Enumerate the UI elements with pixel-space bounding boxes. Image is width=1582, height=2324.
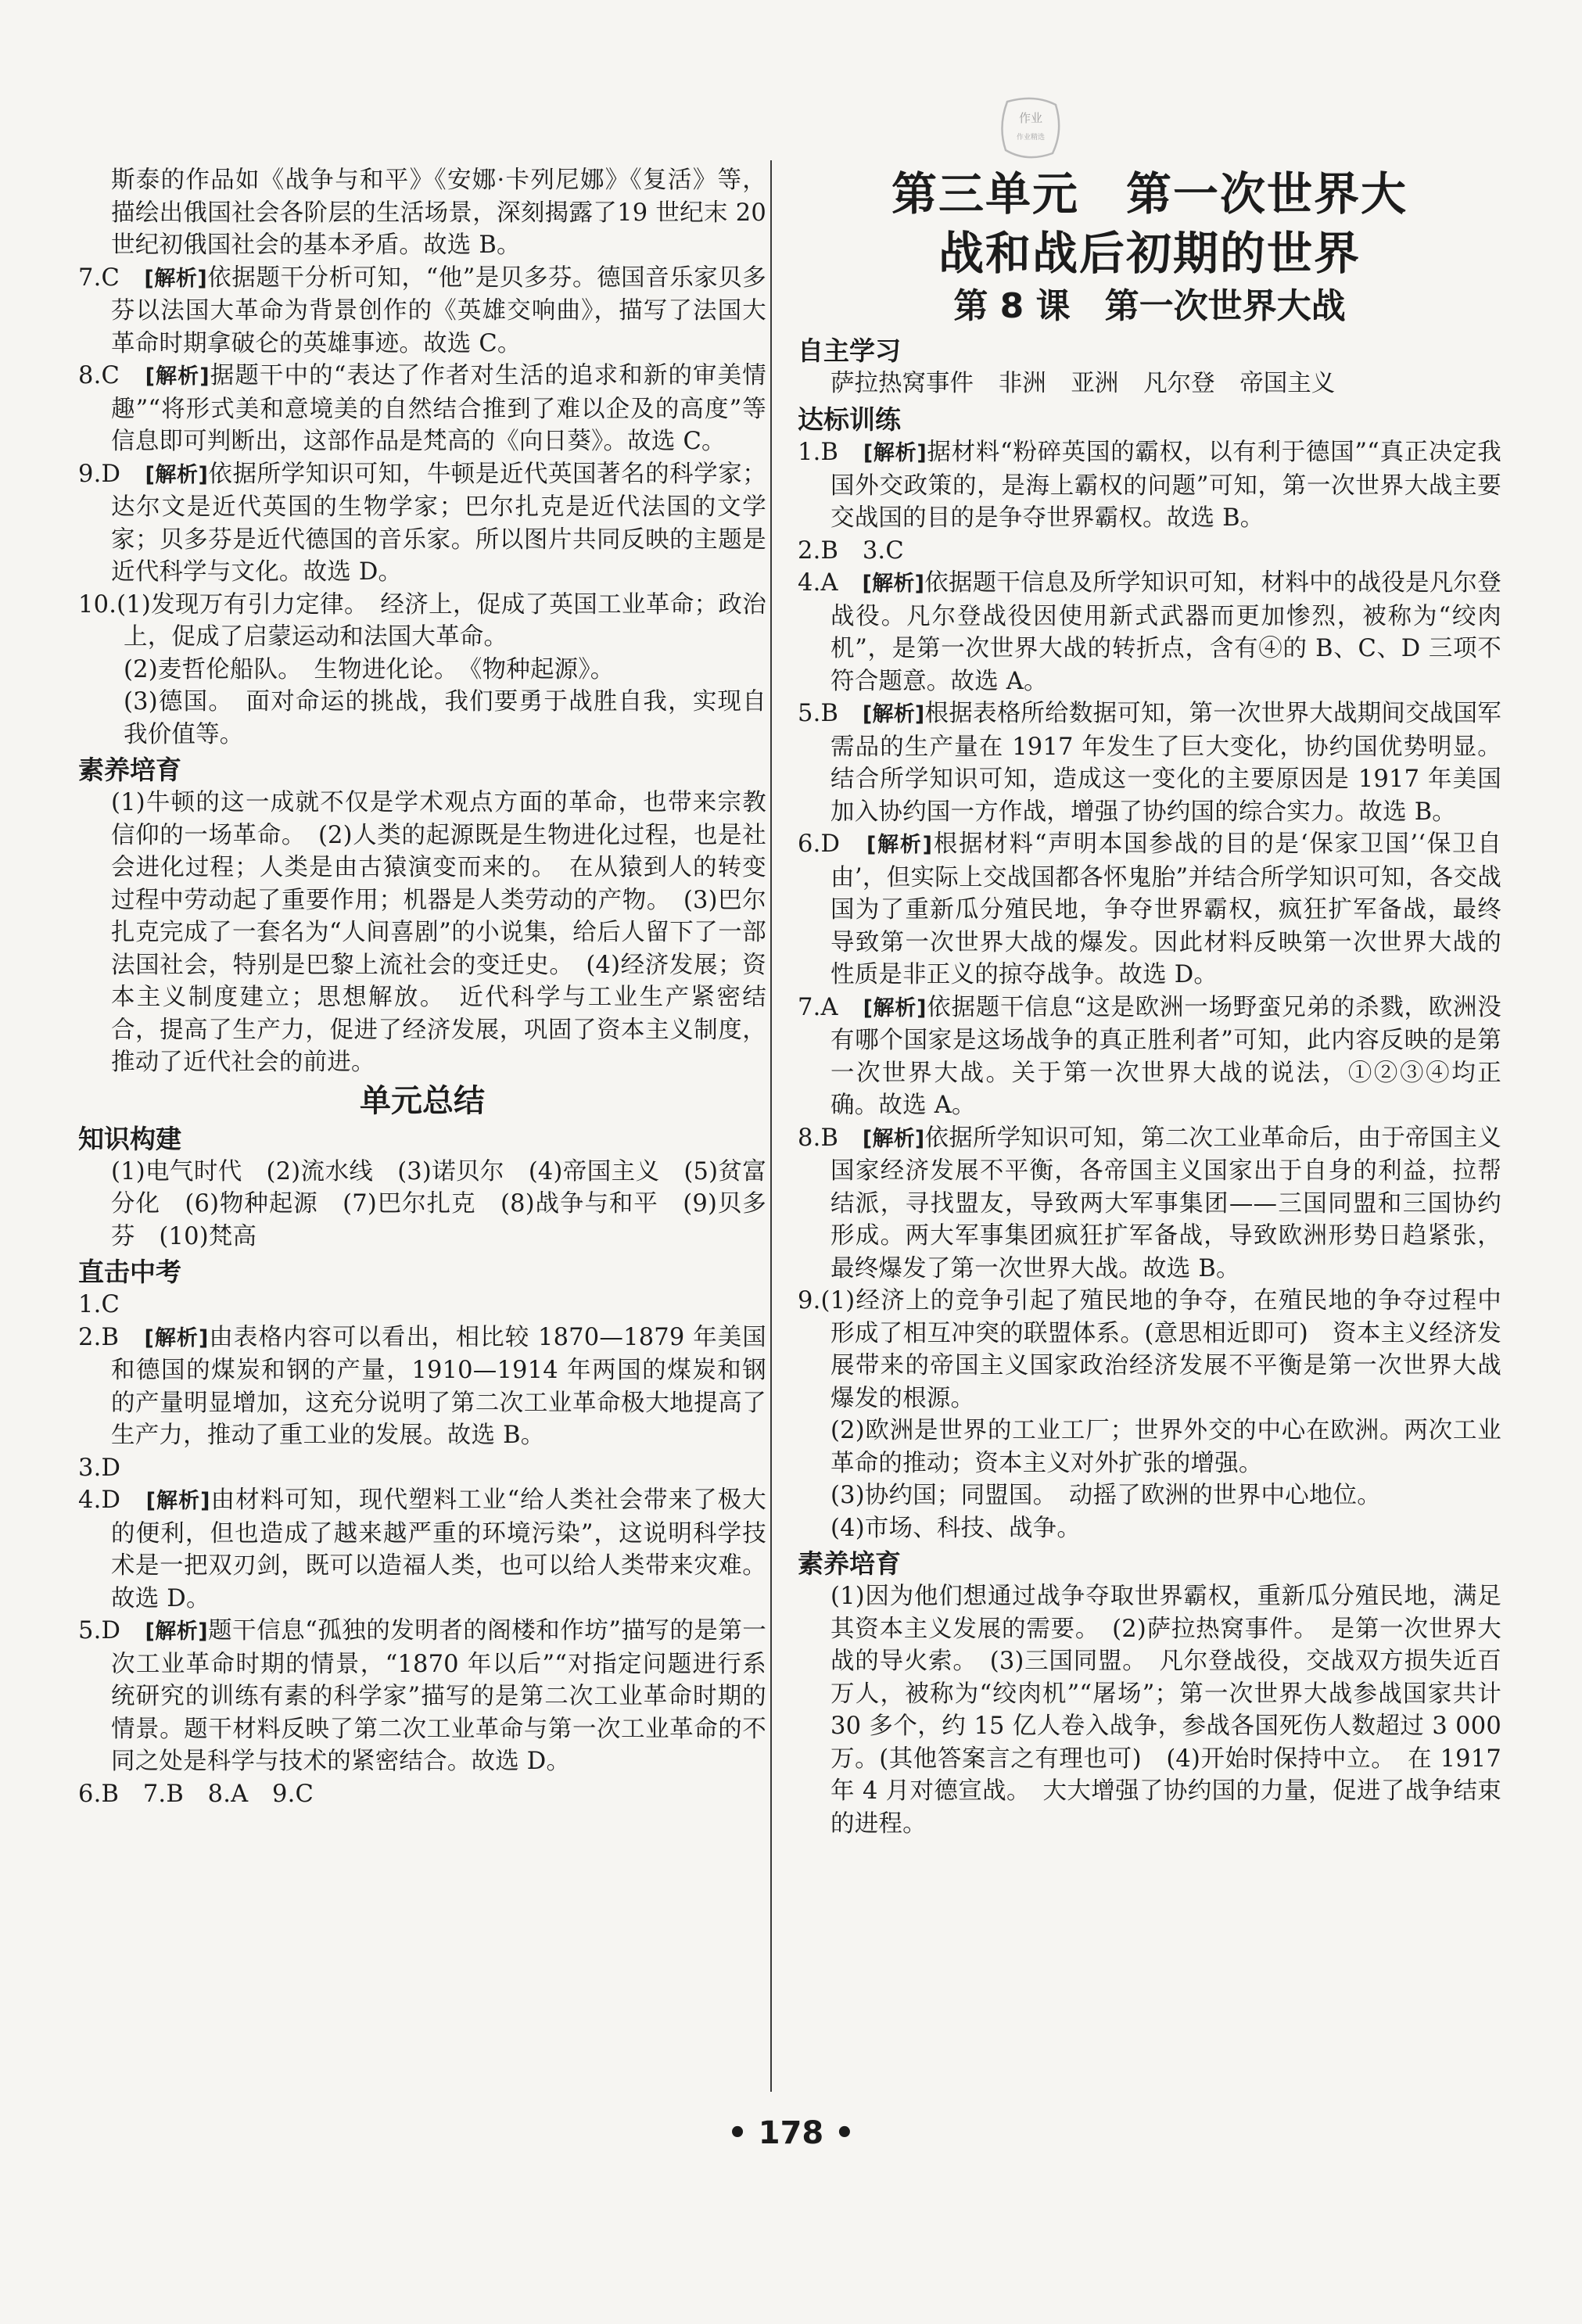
dabiao-answer-1: 1.B [解析]据材料“粉碎英国的霸权，以有利于德国”“真正决定我国外交政策的，是海上霸权的问题”可知，第一次世界大战主要交战国的目的是争夺世界霸权。故选 B。	[798, 439, 1502, 532]
q9-line-3: (3)协约国；同盟国。 动摇了欧洲的世界中心地位。	[830, 1482, 1381, 1509]
q9-number: 9.	[798, 1287, 821, 1314]
analysis-tag: [解析]	[144, 1325, 209, 1350]
analysis-tag: [解析]	[144, 266, 207, 291]
analysis-tag: [解析]	[866, 833, 933, 857]
stamp-seal-icon	[992, 88, 1070, 166]
dabiao-answer-7: 7.A [解析]依据题干信息“这是欧洲一场野蛮兄弟的杀戮，欧洲没有哪个国家是这场战争的真正胜利者”可知，此内容反映的是第一次世界大战。关于第一次世界大战的说法，①②③④均正确。故选 A。	[798, 993, 1501, 1119]
unit-summary-title: 单元总结	[360, 1082, 485, 1119]
zhishi-text: (1)电气时代 (2)流水线 (3)诺贝尔 (4)帝国主义 (5)贫富分化 (6)物种起源 (7)巴尔扎克 (8)战争与和平 (9)贝多芬 (10)梵高	[111, 1157, 766, 1250]
analysis-tag: [解析]	[862, 702, 925, 726]
zhongkao-answer-4: 4.D [解析]由材料可知，现代塑料工业“给人类社会带来了极大的便利，但也造成了越来越严重的环境污染”，这说明科学技术是一把双刃剑，既可以造福人类，也可以给人类带来灾难。故选 D。	[78, 1487, 766, 1612]
zhongkao-answer-1: 1.C	[78, 1291, 120, 1318]
suyang-text: (1)牛顿的这一成就不仅是学术观点方面的革命，也带来宗教信仰的一场革命。 (2)人类的起源既是生物进化过程，也是社会进化过程；人类是由古猿演变而来的。 在从猿到人的转变过程中劳动起了重要作用；机器是人类劳动的产物。 (3)巴尔扎克完成了一套名为“人间喜剧”的小说集，给后人留下了一部法国社会，特别是巴黎上流社会的变迁史。 (4)经济发展；资本主义制度建立；思想解放。 近代科学与工业生产紧密结合，提高了生产力，促进了经济发展，巩固了资本主义制度，推动了近代社会的前进。	[111, 789, 766, 1076]
page-number: • 178 •	[727, 2115, 855, 2151]
zhongkao-answer-2: 2.B [解析]由表格内容可以看出，相比较 1870—1879 年美国和德国的煤炭和钢的产量，1910—1914 年两国的煤炭和钢的产量明显增加，这充分说明了第二次工业革命极大地提高了生产力，推动了重工业的发展。故选 B。	[78, 1323, 767, 1449]
q10-line-1: (1)发现万有引力定律。 经济上，促成了英国工业革命；政治上，促成了启蒙运动和法国大革命。	[117, 590, 766, 651]
q9-line-1: (1)经济上的竞争引起了殖民地的争夺，在殖民地的争夺过程中形成了相互冲突的联盟体系。(意思相近即可) 资本主义经济发展带来的帝国主义国家政治经济发展不平衡是第一次世界大战爆发的根源。	[820, 1287, 1501, 1412]
dabiao-answer-5: 5.B [解析]根据表格所给数据可知，第一次世界大战期间交战国军需品的生产量在 1917 年发生了巨大变化，协约国优势明显。结合所学知识可知，造成这一变化的主要原因是 1917 年美国加入协约国一方作战，增强了协约国的综合实力。故选 B。	[798, 700, 1501, 826]
section-title-suyang: 素养培育	[78, 755, 181, 785]
left-column	[78, 164, 766, 1810]
q10-line-2: (2)麦哲伦船队。 生物进化论。 《物种起源》。	[124, 655, 615, 683]
dabiao-answer-8: 8.B [解析]依据所学知识可知，第二次工业革命后，由于帝国主义国家经济发展不平衡，各帝国主义国家出于自身的利益，拉帮结派，寻找盟友，导致两大军事集团——三国同盟和三国协约形成。两大军事集团疯狂扩军备战，导致欧洲形势日趋紧张，最终爆发了第一次世界大战。故选 B。	[798, 1124, 1501, 1282]
zhongkao-answer-5: 5.D [解析]题干信息“孤独的发明者的阁楼和作坊”描写的是第一次工业革命时期的情景，“1870 年以后”“对指定问题进行系统研究的训练有素的科学家”描写的是第二次工业革命时期的情景。题干材料反映了第二次工业革命与第一次工业革命的不同之处是科学与技术的紧密结合。故选 D。	[78, 1617, 767, 1775]
answer-9: 9.D [解析]依据所学知识可知，牛顿是近代英国著名的科学家；达尔文是近代英国的生物学家；巴尔扎克是近代法国的文学家；贝多芬是近代德国的音乐家。所以图片共同反映的主题是近代科学与文化。故选 D。	[78, 460, 767, 586]
analysis-tag: [解析]	[862, 1126, 925, 1151]
intro-paragraph: 斯泰的作品如《战争与和平》《安娜·卡列尼娜》《复活》等，描绘出俄国社会各阶层的生活场景，深刻揭露了19 世纪末 20 世纪初俄国社会的基本矛盾。故选 B。	[111, 167, 766, 259]
analysis-tag: [解析]	[863, 995, 927, 1020]
q9-line-2: (2)欧洲是世界的工业工厂；世界外交的中心在欧洲。两次工业革命的推动；资本主义对外扩张的增强。	[830, 1417, 1501, 1477]
answer-7: 7.C [解析]依据题干分析可知，“他”是贝多芬。德国音乐家贝多芬以法国大革命为背景创作的《英雄交响曲》，描写了法国大革命时期拿破仑的英雄事迹。故选 C。	[78, 264, 767, 357]
analysis-tag: [解析]	[863, 441, 927, 465]
analysis-tag: [解析]	[145, 1489, 210, 1513]
section-title-zhishi: 知识构建	[78, 1123, 181, 1154]
stamp-text-bottom: 作业精选	[1016, 134, 1046, 142]
analysis-tag: [解析]	[145, 462, 209, 487]
dabiao-answer-9	[798, 1285, 1501, 1544]
zhongkao-answer-3: 3.D	[78, 1454, 121, 1482]
dabiao-answer-2-3: 2.B 3.C	[798, 536, 904, 565]
unit-title-line-2: 战和战后初期的世界	[938, 227, 1361, 280]
stamp-text-top: 作业	[1018, 111, 1043, 125]
zhongkao-answer-6-9: 6.B 7.B 8.A 9.C	[78, 1780, 314, 1808]
zizhu-words: 萨拉热窝事件 非洲 亚洲 凡尔登 帝国主义	[830, 370, 1336, 397]
column-divider	[770, 160, 772, 2092]
zhongkao-answers	[78, 1289, 766, 1810]
lesson-title: 第 8 课 第一次世界大战	[953, 286, 1346, 326]
dabiao-answers	[798, 436, 1501, 1285]
q9-line-4: (4)市场、科技、战争。	[830, 1514, 1082, 1542]
answer-8: 8.C [解析]据题干中的“表达了作者对生活的追求和新的审美情趣”“将形式美和意境美的自然结合推到了难以企及的高度”等信息即可判断出，这部作品是梵高的《向日葵》。故选 C。	[78, 362, 766, 455]
q10-line-3: (3)德国。 面对命运的挑战，我们要勇于战胜自我，实现自我价值等。	[124, 688, 766, 748]
answer-10	[78, 589, 766, 751]
analysis-tag: [解析]	[145, 1619, 208, 1644]
section-title-zhongkao: 直击中考	[78, 1257, 181, 1287]
analysis-tag: [解析]	[862, 572, 925, 596]
right-column	[798, 164, 1501, 1840]
analysis-tag: [解析]	[145, 364, 210, 389]
section-title-dabiao: 达标训练	[798, 404, 901, 435]
dabiao-answer-6: 6.D [解析]根据材料“声明本国参战的目的是‘保家卫国’‘保卫自由’，但实际上交战国都各怀鬼胎”并结合所学知识可知，各交战国为了重新瓜分殖民地，争夺世界霸权，疯狂扩军备战，最终导致第一次世界大战的爆发。因此材料反映第一次世界大战的性质是非正义的掠夺战争。故选 D。	[798, 830, 1501, 988]
q10-number: 10.	[78, 590, 117, 619]
suyang-text-right: (1)因为他们想通过战争夺取世界霸权，重新瓜分殖民地，满足其资本主义发展的需要。 (2)萨拉热窝事件。 是第一次世界大战的导火索。 (3)三国同盟。 凡尔登战役，交战双方损失近百万人，被称为“绞肉机”“屠场”；第一次世界大战参战国家共计 30 多个，约 15 亿人卷入战争，参战各国死伤人数超过 3 000 万。(其他答案言之有理也可) (4)开始时保持中立。 在 1917 年 4 月对德宣战。 大大增强了协约国的力量，促进了战争结束的进程。	[830, 1583, 1501, 1838]
section-title-suyang-right: 素养培育	[798, 1548, 901, 1579]
section-title-zizhu: 自主学习	[798, 335, 901, 366]
unit-title-line-1: 第三单元 第一次世界大	[891, 167, 1408, 221]
dabiao-answer-4: 4.A [解析]依据题干信息及所学知识可知，材料中的战役是凡尔登战役。凡尔登战役因使用新式武器而更加惨烈，被称为“绞肉机”，是第一次世界大战的转折点，含有④的 B、C、D 三项不符合题意。故选 A。	[798, 569, 1502, 695]
answers-block-a	[78, 262, 766, 589]
